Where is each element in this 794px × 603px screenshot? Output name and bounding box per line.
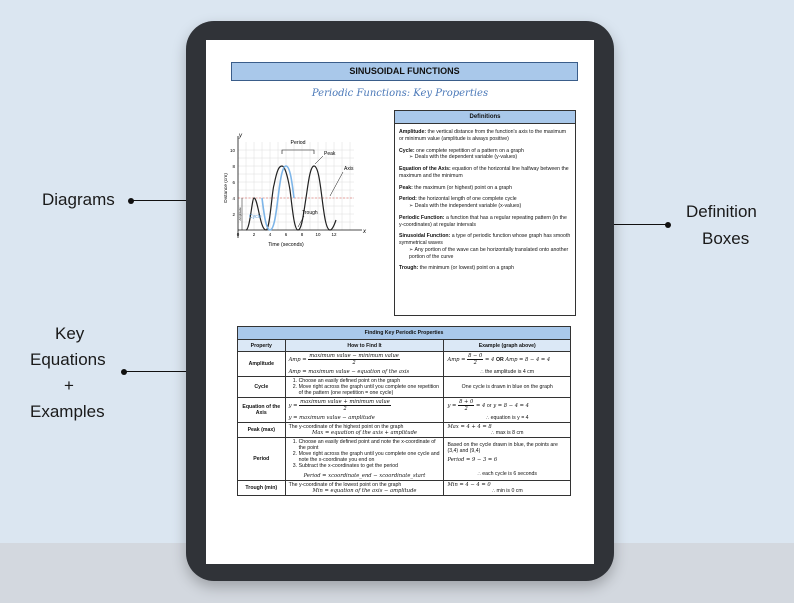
definition-item: [395, 148, 575, 162]
x-tick: 6: [284, 232, 288, 237]
x-tick: 10: [315, 232, 321, 237]
definition-term: Periodic Function:: [399, 214, 445, 221]
period-step: 1. Choose an easily defined point and note the x-coordinate of the point: [299, 439, 441, 451]
definition-term: Amplitude:: [399, 129, 427, 135]
definition-sub: ➢ Deals with the dependent variable (y-values): [409, 154, 518, 161]
callout-equations-1: Key: [55, 324, 85, 343]
peak-ex-2: ∴ max is 8 cm: [491, 430, 524, 436]
annotation-peak: Peak: [324, 151, 336, 157]
x-tick: 4: [268, 232, 272, 237]
definition-item: [395, 185, 575, 192]
row-property: Peak (max): [238, 423, 286, 438]
callout-equations-3: +: [64, 376, 74, 395]
definition-sub: ➢ Any portion of the wave can be horizontally translated onto another portion of the curve: [409, 246, 569, 260]
definition-text: equation of the horizontal line halfway between the maximum and the minimum: [399, 166, 569, 179]
document-title: SINUSOIDAL FUNCTIONS: [231, 62, 578, 81]
definition-term: Trough:: [399, 265, 419, 272]
callout-dot-equations: [121, 369, 127, 375]
trough-how-1: The y-coordinate of the lowest point on the graph: [288, 482, 402, 488]
definition-term: Sinusoidal Function:: [399, 233, 451, 240]
axis-ex-den: 2: [464, 406, 468, 412]
axis-fraction: [299, 399, 391, 412]
amp-ex-den: 2: [473, 360, 477, 366]
callout-dot-definition: [665, 222, 671, 228]
row-property: Amplitude: [238, 352, 286, 377]
row-property: Equation of the Axis: [238, 398, 286, 423]
row-property: Cycle: [238, 377, 286, 398]
definitions-heading: Definitions: [395, 111, 575, 124]
table-row: [238, 438, 571, 481]
x-tick: 8: [300, 232, 304, 237]
definition-item: [395, 166, 575, 180]
definition-item: [395, 129, 575, 143]
period-step: 3. Subtract the x-coordinates to get the period: [299, 463, 441, 469]
row-property: Period: [238, 438, 286, 481]
tablet-screen: [206, 40, 594, 564]
period-step: 2. Move right across the graph until you complete one cycle and note the x-coordinate you end on: [299, 451, 441, 463]
definition-text: a function that has a regular repeating pattern (in the y-coordinates) at regular intervals: [399, 214, 567, 228]
axis-num: maximum value + minimum value: [300, 399, 390, 405]
table-header: How to Find It: [285, 340, 444, 352]
table-row: [238, 423, 571, 438]
callout-equations-4: Examples: [30, 402, 105, 421]
axis-ex-num: 8 + 0: [459, 399, 474, 405]
axis-ex-or: or: [486, 403, 492, 409]
table-row: [238, 352, 571, 377]
period-ex-3: ∴ each cycle is 6 seconds: [477, 470, 537, 477]
x-axis-letter: x: [363, 229, 366, 235]
axis-ex-alt: y = 8 − 4 = 4: [493, 403, 529, 409]
period-ex-2: Period = 9 − 3 = 6: [447, 456, 498, 463]
amp-ex-result: ∴ the amplitude is 4 cm: [480, 369, 535, 375]
trough-ex-2: ∴ min is 0 cm: [491, 488, 523, 494]
amp-ex-num: 8 − 0: [468, 353, 483, 359]
amp-ex-or: OR: [495, 357, 504, 363]
table-row: [238, 481, 571, 496]
amp-lhs: Amp =: [288, 357, 307, 363]
x-axis-label: Time (seconds): [268, 242, 304, 248]
definition-item: [395, 265, 575, 272]
table-row: [238, 377, 571, 398]
definition-text: one complete repetition of a pattern on a graph: [416, 147, 524, 154]
y-tick: 8: [232, 164, 235, 169]
cycle-example: One cycle is drawn in blue on the graph: [444, 377, 571, 398]
definition-term: Cycle:: [399, 147, 415, 154]
y-tick: 4: [232, 196, 235, 201]
definition-text: the maximum (or highest) point on a graph: [414, 184, 513, 191]
table-row: [238, 398, 571, 423]
definition-item: [395, 196, 575, 210]
trough-how-2: Min = equation of the axis − amplitude: [312, 488, 417, 494]
y-tick: 10: [229, 148, 235, 153]
definition-text: a type of periodic function whose graph has smooth symmetrical waves: [399, 233, 571, 246]
axis-ex-fraction: [458, 399, 474, 412]
y-axis-letter: y: [239, 133, 242, 139]
definition-item: [395, 233, 575, 260]
definition-sub: ➢ Deals with the independent variable (x-values): [409, 203, 522, 209]
annotation-amplitude: Amplitude: [238, 207, 242, 221]
callout-dot-diagrams: [128, 198, 134, 204]
cycle-step: 1. Choose an easily defined point on the graph: [299, 378, 441, 384]
annotation-period: Period: [290, 140, 306, 146]
definition-text: the vertical distance from the function's axis to the maximum or minimum value (amplitude is always positive): [399, 129, 567, 142]
peak-how-1: The y-coordinate of the highest point on the graph: [288, 424, 404, 430]
callout-equations-2: Equations: [30, 350, 106, 369]
table-caption: Finding Key Periodic Properties: [238, 327, 571, 340]
period-formula: Period = xcoordinate_end − xcoordinate_start: [303, 473, 426, 479]
definition-item: [395, 215, 575, 229]
table-header: Example (graph above): [444, 340, 571, 352]
definitions-box: [394, 110, 576, 316]
peak-how-2: Max = equation of the axis + amplitude: [312, 430, 417, 436]
x-tick: 2: [252, 232, 256, 237]
trough-ex-1: Min = 4 − 4 = 0: [447, 482, 491, 488]
table-header: Property: [238, 340, 286, 352]
y-axis-label: Distance (cm): [224, 173, 229, 203]
axis-arrow: [330, 172, 343, 196]
y-tick: 2: [232, 212, 235, 217]
row-property: Trough (min): [238, 481, 286, 496]
axis-ex-rhs: = 4: [475, 403, 486, 409]
definition-term: Equation of the Axis:: [399, 166, 451, 172]
amp-num: maximum value − minimum value: [309, 353, 399, 359]
amp-ex-rhs: = 4: [485, 357, 495, 363]
annotation-axis: Axis: [344, 166, 354, 172]
period-ex-1: Based on the cycle drawn in blue, the points are (3,4) and (9,4): [447, 441, 558, 454]
sinusoidal-graph: [224, 130, 379, 250]
callout-diagrams: Diagrams: [42, 190, 115, 209]
peak-arrow: [315, 156, 323, 164]
amp-ex-alt: Amp = 8 − 4 = 4: [505, 357, 551, 363]
amp-den: 2: [352, 360, 356, 366]
annotation-trough: Trough: [302, 210, 318, 216]
amp-ex-fraction: [467, 353, 483, 366]
period-bracket: [282, 150, 314, 154]
cycle-step: 2. Move right across the graph until you complete one repetition of the pattern (one repetition = one cycle): [299, 384, 441, 396]
annotation-cycle: Cycle: [249, 214, 262, 220]
axis-ex-result: ∴ equation is y = 4: [485, 415, 529, 421]
x-tick: 0: [236, 232, 240, 237]
definition-text: the horizontal length of one complete cycle: [418, 196, 517, 203]
axis-ex-lhs: y =: [447, 403, 457, 409]
definition-term: Period:: [399, 196, 417, 203]
properties-table: [237, 326, 571, 496]
amp-fraction: [308, 353, 400, 366]
document-subtitle: Periodic Functions: Key Properties: [311, 88, 489, 99]
peak-ex-1: Max = 4 + 4 = 8: [447, 424, 492, 430]
axis-den: 2: [343, 406, 347, 412]
amp-alt: Amp = maximum value − equation of the axis: [288, 369, 410, 375]
axis-lhs: y =: [288, 403, 298, 409]
amp-ex-lhs: Amp =: [447, 357, 466, 363]
callout-definition-2: Boxes: [702, 229, 750, 248]
definition-term: Peak:: [399, 184, 413, 191]
axis-alt: y = maximum value − amplitude: [288, 415, 375, 421]
definition-text: the minimum (or lowest) point on a graph: [419, 265, 515, 272]
callout-definition-1: Definition: [686, 202, 757, 221]
x-tick: 12: [331, 232, 337, 237]
y-tick: 6: [232, 180, 235, 185]
